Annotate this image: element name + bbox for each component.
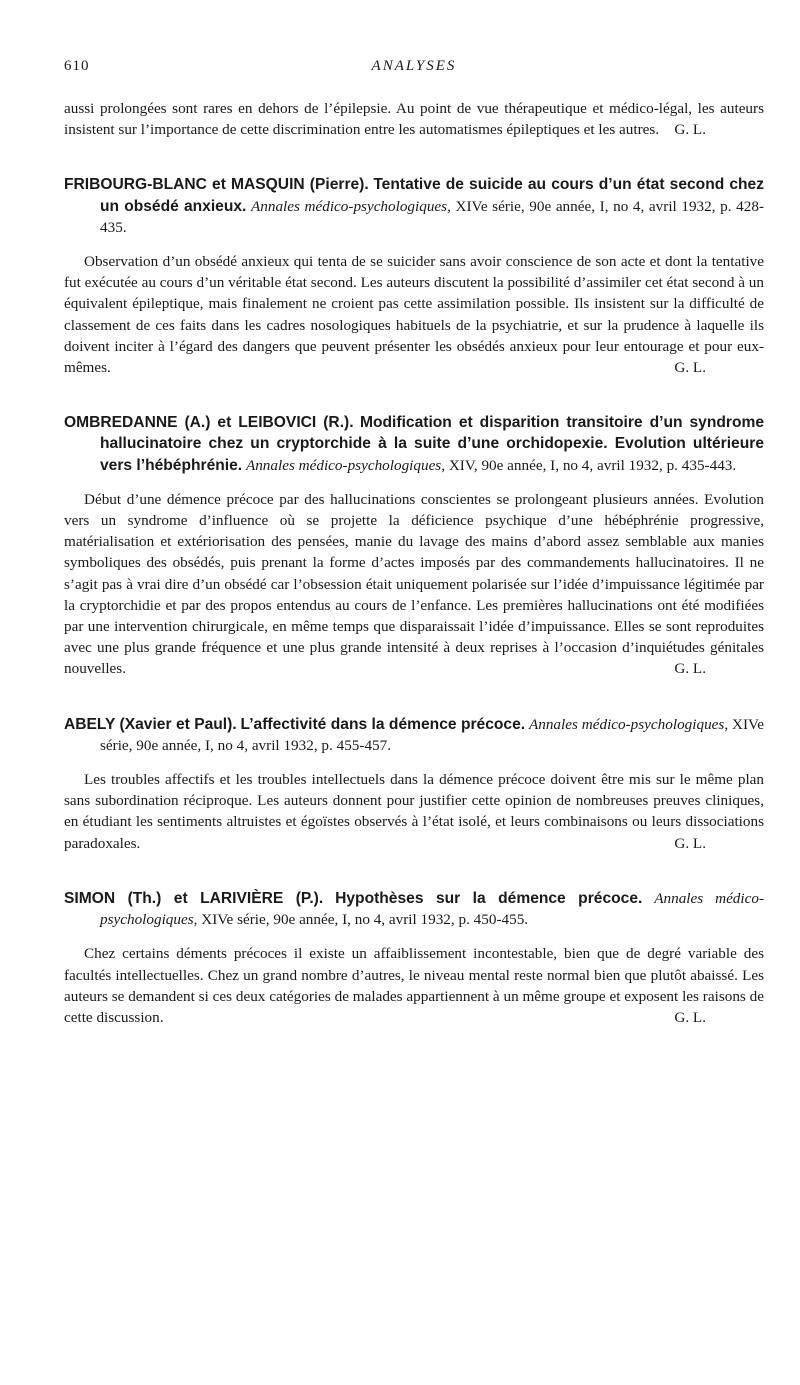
entry-reference (64, 888, 764, 930)
continuation-text: aussi prolongées sont rares en dehors de l’épilepsie. Au point de vue thérapeutique et médico-légal, les auteurs insistent sur l’importance de cette discrimination entre les automatismes épileptiques et les autres. (64, 100, 764, 139)
entry-abstract-text: Chez certains déments précoces il existe un affaiblissement incontestable, bien que de degré variable des facultés intellectuelles. Chez un grand nombre d’autres, le niveau mental reste normal bien que plutôt abaissé. Les auteurs se demandent si ces deux catégories de malades appartiennent à un même groupe et exposent les raisons de cette discussion. (64, 945, 764, 1026)
review-entry (64, 174, 764, 378)
signature: G. L. (674, 359, 706, 377)
entry-details: XIV, 90e année, I, no 4, avril 1932, p. 435-443. (448, 456, 737, 474)
entry-authors: ABELY (Xavier et Paul). (64, 715, 237, 733)
entry-authors: FRIBOURG-BLANC et MASQUIN (Pierre). (64, 176, 369, 194)
entry-details: XIVe série, 90e année, I, no 4, avril 1932, p. 455-457. (100, 715, 765, 754)
page-number: 610 (64, 58, 90, 74)
review-entry (64, 714, 764, 854)
entry-details: XIVe série, 90e année, I, no 4, avril 1932, p. 428-435. (100, 197, 765, 236)
review-entry (64, 888, 764, 1028)
entry-title: Hypothèses sur la démence précoce. (335, 889, 643, 907)
entry-abstract-text: Les troubles affectifs et les troubles intellectuels dans la démence précoce doivent être mis sur le même plan sans subordination réciproque. Les auteurs donnent pour justifier cette opinion de nombreuses preuves cliniques, en étudiant les sentiments altruistes et égoïstes observés à l’état isolé, et leurs combinaisons ou leurs dissociations paradoxales. (64, 771, 764, 852)
entry-authors: OMBREDANNE (A.) et LEIBOVICI (R.). (64, 414, 354, 432)
entry-abstract (64, 489, 764, 680)
running-title: ANALYSES (371, 58, 457, 74)
signature: G. L. (674, 121, 706, 139)
entry-title: Modification et disparition transitoire d’un syndrome hallucinatoire chez un cryptorchide à la suite d’une orchidopexie. Evolution ultérieure vers l’hébéphrénie. (100, 414, 765, 474)
signature: G. L. (674, 834, 706, 852)
entry-journal: Annales médico-psychologiques, (250, 197, 451, 215)
entry-journal: Annales médico-psychologiques, (245, 456, 446, 474)
entry-abstract (64, 943, 764, 1028)
entry-title: L’affectivité dans la démence précoce. (240, 715, 526, 733)
page (64, 58, 764, 1028)
entry-abstract-text: Début d’une démence précoce par des hallucinations conscientes se prolongeant plusieurs années. Evolution vers un syndrome d’influence où se projette la déficience psychique d’une hébéphrénie progressive, matérialisation et extériorisation des pensées, manie du lavage des mains d’abord assez semblable aux manies symboliques des obsédés, puis prenant la forme d’actes imposés par des commandements hallucinatoires. Il ne s’agit pas à vrai dire d’un obsédé car l’obsession était uniquement polarisée sur l’idée d’impuissance légitimée par la cryptorchidie et par des propos entendus au cours de l’enfance. Les premières hallucinations ont été modifiées par une intervention chirurgicale, en même temps que disparaissait l’idée d’impuissance. Elles se sont reproduites avec une plus grande fréquence et une plus grande intensité à deux reprises à l’occasion d’inquiétudes génitales nouvelles. (64, 490, 764, 678)
entry-reference (64, 412, 764, 476)
entry-journal: Annales médico-psychologiques, (100, 889, 765, 929)
entry-details: XIVe série, 90e année, I, no 4, avril 1932, p. 450-455. (201, 911, 529, 929)
signature: G. L. (674, 1008, 706, 1026)
review-entry (64, 412, 764, 679)
entry-reference (64, 714, 764, 756)
entry-abstract (64, 251, 764, 378)
entry-abstract-text: Observation d’un obsédé anxieux qui tenta de se suicider sans avoir conscience de son acte et dont la tentative fut exécutée au cours d’un véritable état second. Les auteurs discutent la possibilité d’assimiler cet état second à un équivalent épileptique, mais finalement ne croient pas cette assimilation possible. Ils insistent sur la difficulté de classement de ces faits dans les cadres nosologiques habituels de la psychiatrie, et sur la prudence à laquelle ils doivent inciter à l’égard des dangers que peuvent présenter les obsédés anxieux pour leur entourage et pour eux-mêmes. (64, 253, 764, 377)
continuation-paragraph (64, 98, 764, 140)
entry-reference (64, 174, 764, 238)
entry-abstract (64, 769, 764, 854)
entry-title: Tentative de suicide au cours d’un état second chez un obsédé anxieux. (100, 176, 765, 215)
signature: G. L. (674, 660, 706, 678)
entry-journal: Annales médico-psychologiques, (528, 715, 729, 733)
entry-authors: SIMON (Th.) et LARIVIÈRE (P.). (64, 889, 324, 907)
page-header (64, 58, 764, 84)
